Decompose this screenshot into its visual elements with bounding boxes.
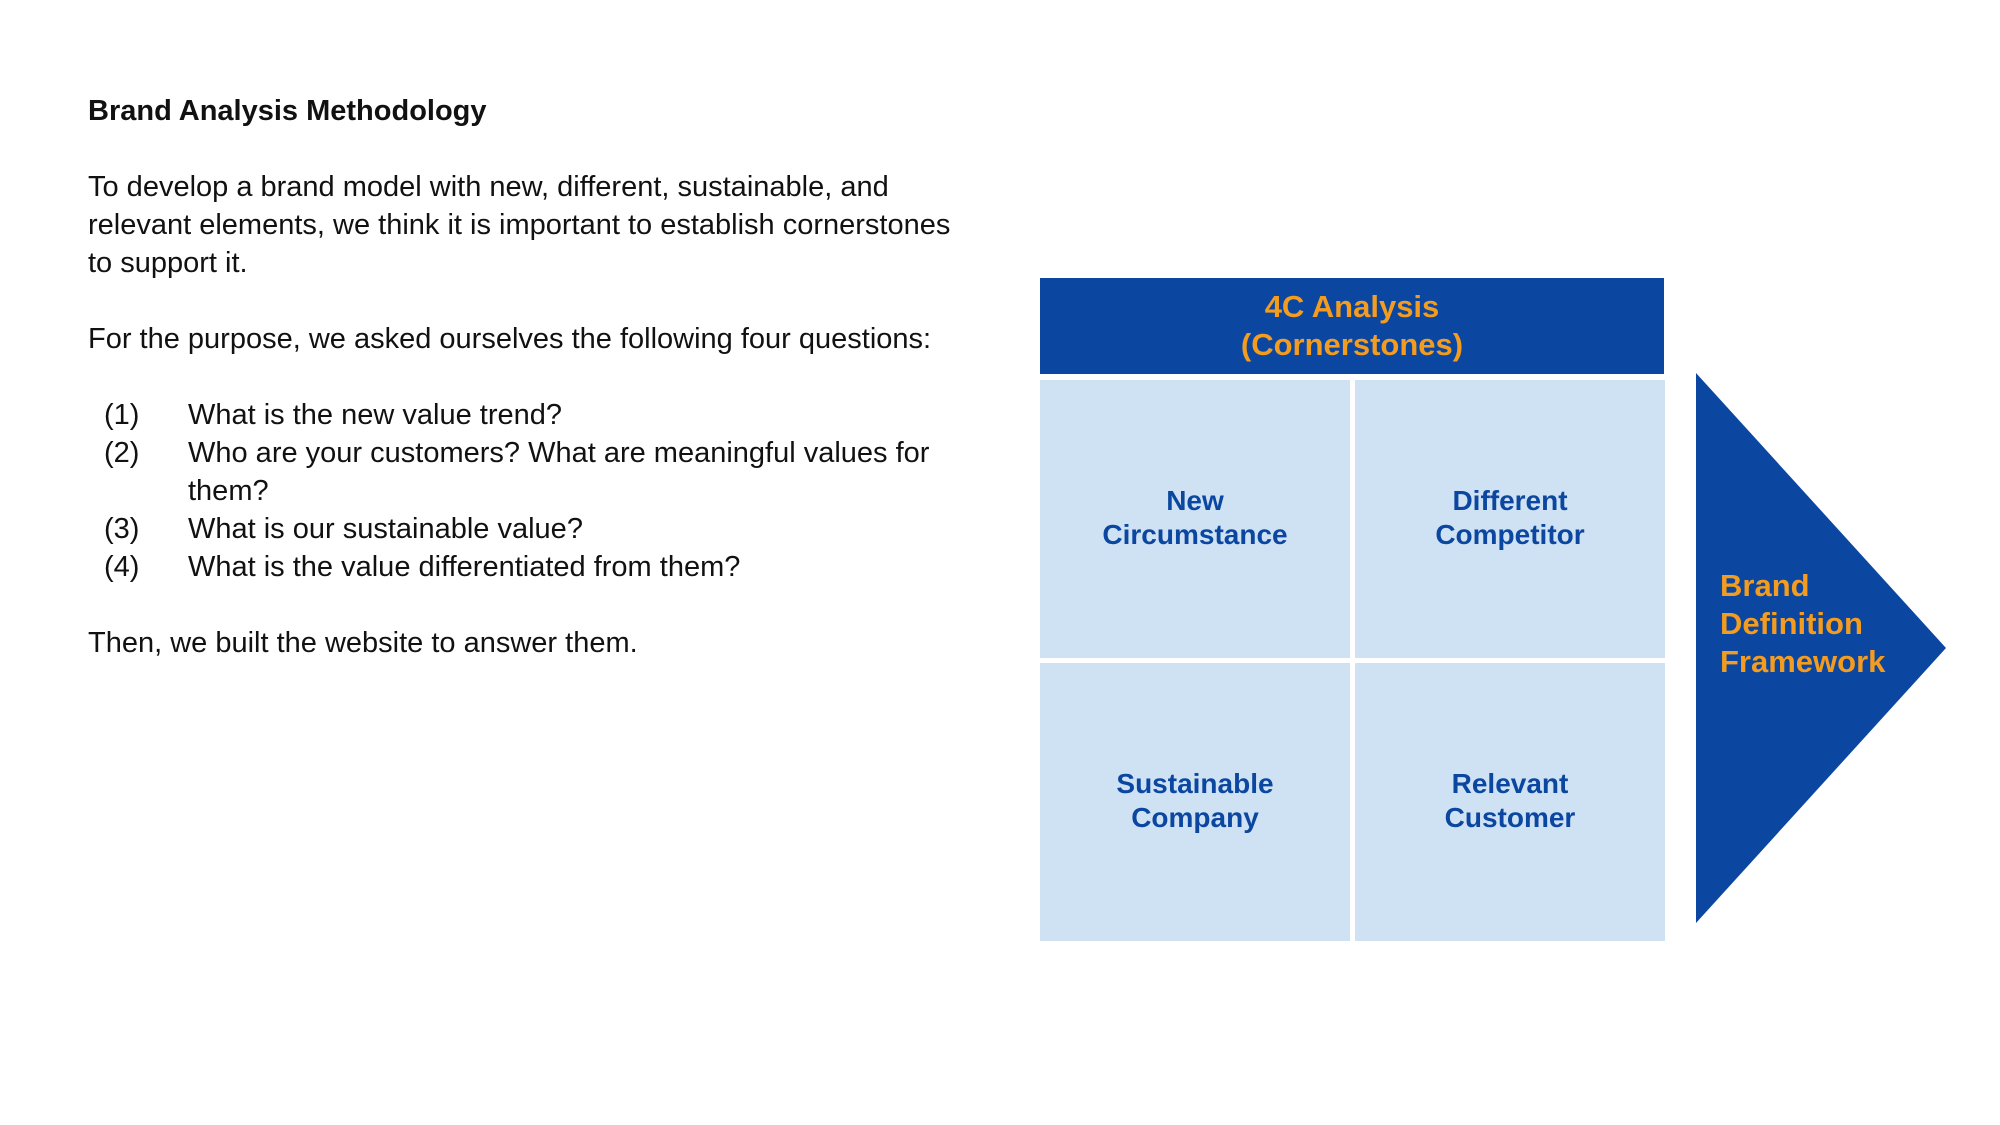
question-number: (4) xyxy=(104,551,140,583)
cell-label-line2: Customer xyxy=(1444,802,1576,833)
arrow-label-line2: Definition xyxy=(1720,606,1863,641)
diagram-header xyxy=(1040,278,1664,374)
cell-label-line2: Competitor xyxy=(1435,519,1585,550)
cell-label-line1: New xyxy=(1166,485,1224,516)
header-title: 4C Analysis xyxy=(1264,289,1440,324)
question-text: What is the new value trend? xyxy=(188,399,562,431)
question-text: What is the value differentiated from them? xyxy=(188,551,741,583)
question-number: (3) xyxy=(104,513,140,545)
question-number: (2) xyxy=(104,437,140,469)
arrow-label-line1: Brand xyxy=(1720,568,1810,603)
cell-sustainable-company xyxy=(1040,663,1350,941)
cell-label-line2: Company xyxy=(1131,802,1259,833)
cell-label-line1: Relevant xyxy=(1451,768,1569,799)
cell-different-competitor xyxy=(1355,380,1665,658)
intro-paragraph: To develop a brand model with new, different, sustainable, and relevant elements, we think it is important to establish cornerstones to support it. xyxy=(88,171,951,279)
conclusion-paragraph: Then, we built the website to answer them. xyxy=(88,627,638,659)
cell-label-line1: Different xyxy=(1452,485,1568,516)
purpose-paragraph: For the purpose, we asked ourselves the following four questions: xyxy=(88,323,932,355)
arrow-label-line3: Framework xyxy=(1720,644,1886,679)
page-title: Brand Analysis Methodology xyxy=(88,95,487,127)
cell-label-line1: Sustainable xyxy=(1116,768,1274,799)
cell-relevant-customer xyxy=(1355,663,1665,941)
question-text: Who are your customers? What are meaningful values for them? xyxy=(188,437,930,507)
question-number: (1) xyxy=(104,399,140,431)
arrow-label xyxy=(1720,567,1930,681)
cell-label-line2: Circumstance xyxy=(1102,519,1288,550)
header-subtitle: (Cornerstones) xyxy=(1240,327,1464,362)
cell-new-circumstance xyxy=(1040,380,1350,658)
question-text: What is our sustainable value? xyxy=(188,513,583,545)
